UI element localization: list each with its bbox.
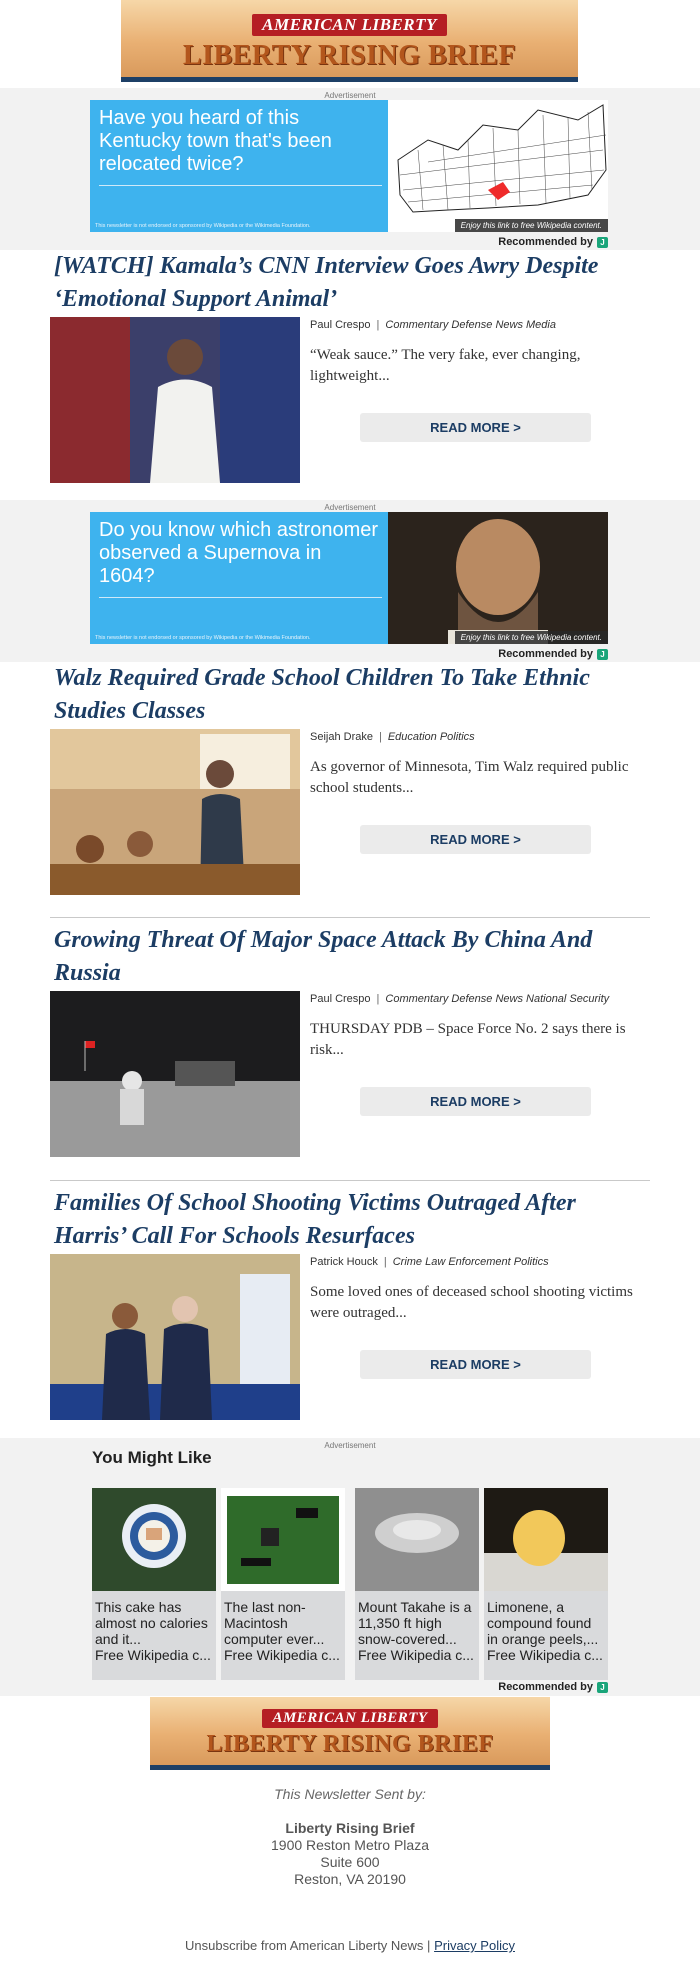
kentucky-map-image bbox=[388, 100, 608, 232]
recommended-by[interactable] bbox=[498, 1681, 608, 1693]
article-meta bbox=[310, 1256, 549, 1268]
recommendation-card[interactable] bbox=[484, 1488, 608, 1680]
card-source: Free Wikipedia c... bbox=[487, 1647, 603, 1663]
cake-image bbox=[92, 1488, 216, 1591]
article-category[interactable]: Education Politics bbox=[387, 731, 475, 743]
ad-caption: Enjoy this link to free Wikipedia content. bbox=[455, 631, 608, 644]
card-text: Limonene, a compound found in orange peels,... bbox=[487, 1599, 599, 1647]
unsubscribe-link[interactable]: Unsubscribe from American Liberty News bbox=[185, 1938, 424, 1953]
article-divider bbox=[50, 917, 650, 918]
card-source: Free Wikipedia c... bbox=[95, 1647, 211, 1663]
recommended-by[interactable] bbox=[498, 236, 608, 248]
article-excerpt: Some loved ones of deceased school shooting victims were outraged... bbox=[310, 1284, 633, 1321]
article-image[interactable] bbox=[50, 729, 300, 895]
jeeng-logo-icon: J bbox=[597, 1682, 608, 1693]
footer-address-line1: 1900 Reston Metro Plaza bbox=[271, 1837, 429, 1853]
ad-label: Advertisement bbox=[324, 91, 376, 100]
article-image[interactable] bbox=[50, 317, 300, 483]
ad-label: Advertisement bbox=[324, 503, 376, 512]
ad-headline: Do you know which astronomer observed a Supernova in 1604? bbox=[99, 519, 379, 587]
footer-separator: | bbox=[427, 1938, 431, 1953]
read-more-button[interactable]: READ MORE > bbox=[360, 1087, 591, 1116]
article-excerpt: As governor of Minnesota, Tim Walz required public school students... bbox=[310, 759, 629, 796]
ad-rule bbox=[99, 185, 382, 186]
newsletter-footer-banner[interactable] bbox=[150, 1697, 550, 1770]
banner-title: LIBERTY RISING BRIEF bbox=[182, 40, 517, 71]
card-text: This cake has almost no calories and it... bbox=[95, 1599, 208, 1647]
article-excerpt: “Weak sauce.” The very fake, ever changing, lightweight... bbox=[310, 347, 581, 384]
ad-label: Advertisement bbox=[324, 1441, 376, 1450]
recommended-by-label: Recommended by bbox=[498, 648, 593, 660]
ad-headline: Have you heard of this Kentucky town that's been relocated twice? bbox=[99, 107, 332, 175]
card-source: Free Wikipedia c... bbox=[224, 1647, 340, 1663]
article-category[interactable]: Commentary Defense News Media bbox=[385, 319, 556, 331]
ad-disclaimer: This newsletter is not endorsed or sponsored by Wikipedia or the Wikimedia Foundation. bbox=[95, 635, 311, 641]
article-category[interactable]: Crime Law Enforcement Politics bbox=[392, 1256, 549, 1268]
article-meta bbox=[310, 993, 609, 1005]
meta-separator: | bbox=[378, 731, 382, 743]
footer-org-name: Liberty Rising Brief bbox=[285, 1820, 415, 1836]
jeeng-logo-icon: J bbox=[597, 649, 608, 660]
footer-sent-label: This Newsletter Sent by: bbox=[274, 1786, 426, 1802]
footer-address-block bbox=[0, 1820, 700, 1888]
footer-sent-by bbox=[0, 1786, 700, 1802]
privacy-policy-link[interactable]: Privacy Policy bbox=[434, 1938, 515, 1953]
jeeng-logo-icon: J bbox=[597, 237, 608, 248]
article-excerpt: THURSDAY PDB – Space Force No. 2 says there is risk... bbox=[310, 1021, 626, 1058]
article-author[interactable]: Seijah Drake bbox=[310, 731, 373, 743]
card-text: Mount Takahe is a 11,350 ft high snow-covered... bbox=[358, 1599, 472, 1647]
article-title[interactable]: Families Of School Shooting Victims Outraged After Harris’ Call For Schools Resurfaces bbox=[54, 1190, 576, 1249]
american-liberty-logo: AMERICAN LIBERTY bbox=[252, 14, 447, 36]
you-might-like-section bbox=[0, 1438, 700, 1696]
read-more-button[interactable]: READ MORE > bbox=[360, 825, 591, 854]
recommended-by-label: Recommended by bbox=[498, 1681, 593, 1693]
recommendation-card[interactable] bbox=[221, 1488, 345, 1680]
banner-brand-top bbox=[121, 14, 578, 36]
article-card-3 bbox=[50, 924, 650, 1160]
newsletter-banner[interactable] bbox=[121, 0, 578, 82]
recommended-by[interactable] bbox=[498, 648, 608, 660]
banner-title: LIBERTY RISING BRIEF bbox=[206, 1731, 494, 1757]
article-card-1 bbox=[50, 250, 650, 486]
you-might-like-heading: You Might Like bbox=[92, 1448, 212, 1467]
read-more-button[interactable]: READ MORE > bbox=[360, 1350, 591, 1379]
american-liberty-logo: AMERICAN LIBERTY bbox=[262, 1709, 437, 1728]
article-author[interactable]: Paul Crespo bbox=[310, 993, 371, 1005]
article-title[interactable]: Growing Threat Of Major Space Attack By China And Russia bbox=[54, 927, 593, 986]
ad-kentucky-town[interactable] bbox=[90, 100, 608, 232]
recommendation-card[interactable] bbox=[355, 1488, 479, 1680]
meta-separator: | bbox=[376, 993, 380, 1005]
article-author[interactable]: Paul Crespo bbox=[310, 319, 371, 331]
card-source: Free Wikipedia c... bbox=[358, 1647, 474, 1663]
article-card-4 bbox=[50, 1187, 650, 1423]
article-card-2 bbox=[50, 662, 650, 898]
ad-rule bbox=[99, 597, 382, 598]
mount-takahe-image bbox=[355, 1488, 479, 1591]
footer-links bbox=[0, 1938, 700, 1953]
article-meta bbox=[310, 731, 475, 743]
card-text: The last non-Macintosh computer ever... bbox=[224, 1599, 325, 1647]
limonene-image bbox=[484, 1488, 608, 1591]
read-more-button[interactable]: READ MORE > bbox=[360, 413, 591, 442]
ad-disclaimer: This newsletter is not endorsed or sponsored by Wikipedia or the Wikimedia Foundation. bbox=[95, 223, 311, 229]
article-divider bbox=[50, 1180, 650, 1181]
article-image[interactable] bbox=[50, 1254, 300, 1420]
article-category[interactable]: Commentary Defense News National Security bbox=[385, 993, 610, 1005]
recommendation-card[interactable] bbox=[92, 1488, 216, 1680]
article-meta bbox=[310, 319, 556, 331]
article-image[interactable] bbox=[50, 991, 300, 1157]
circuit-board-image bbox=[221, 1488, 345, 1591]
recommended-by-label: Recommended by bbox=[498, 236, 593, 248]
astronomer-portrait-image bbox=[388, 512, 608, 644]
footer-address-line3: Reston, VA 20190 bbox=[294, 1871, 406, 1887]
article-author[interactable]: Patrick Houck bbox=[310, 1256, 378, 1268]
article-title[interactable]: Walz Required Grade School Children To Take Ethnic Studies Classes bbox=[54, 665, 590, 724]
meta-separator: | bbox=[383, 1256, 387, 1268]
ad-band-1 bbox=[0, 88, 700, 250]
ad-band-2 bbox=[0, 500, 700, 662]
article-title[interactable]: [WATCH] Kamala’s CNN Interview Goes Awry Despite ‘Emotional Support Animal’ bbox=[54, 253, 599, 312]
footer-address-line2: Suite 600 bbox=[320, 1854, 380, 1870]
ad-caption: Enjoy this link to free Wikipedia content. bbox=[455, 219, 608, 232]
ad-astronomer[interactable] bbox=[90, 512, 608, 644]
banner-brand-top bbox=[150, 1709, 550, 1728]
meta-separator: | bbox=[376, 319, 380, 331]
